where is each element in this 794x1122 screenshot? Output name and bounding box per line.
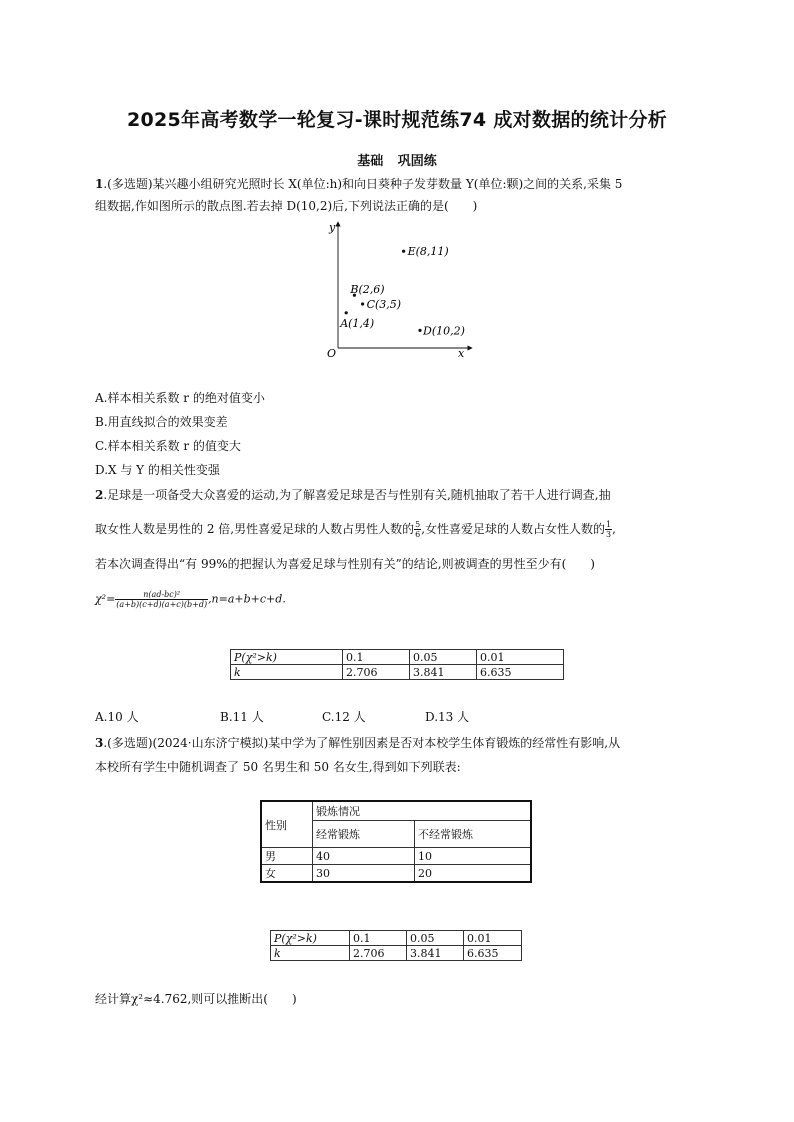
- q3-last-line: 经计算χ²≈4.762,则可以推断出( ): [95, 992, 297, 1006]
- table-col-header: 不经常锻炼: [415, 821, 532, 848]
- origin-label: O: [327, 347, 337, 360]
- table-row: [231, 650, 564, 665]
- table-row-header: 女: [261, 865, 313, 883]
- scatter-point: [402, 250, 405, 253]
- q1-option-a: A.样本相关系数 r 的绝对值变小: [95, 391, 265, 405]
- x-axis-label: x: [458, 347, 465, 360]
- table-cell: 30: [313, 865, 415, 883]
- table-corner-cell: 性别: [261, 801, 313, 848]
- q1-option-b: B.用直线拟合的效果变差: [95, 415, 228, 429]
- table-row: [231, 665, 564, 680]
- scatter-point: [345, 311, 348, 314]
- q2-text2a: 取女性人数是男性的 2 倍,男性喜爱足球的人数占男性人数的: [95, 522, 415, 536]
- table-cell: 3.841: [407, 946, 464, 961]
- q2-text2c: ,: [612, 522, 616, 536]
- table-cell: 3.841: [410, 665, 477, 680]
- table-cell: 0.01: [477, 650, 564, 665]
- q3-line1: [95, 735, 620, 751]
- table-cell: 0.1: [343, 650, 410, 665]
- q2-text1: .足球是一项备受大众喜爱的运动,为了解喜爱足球是否与性别有关,随机抽取了若干人进行调查,抽: [103, 488, 611, 502]
- q2-option-c: C.12 人: [322, 710, 366, 724]
- table-cell: k: [231, 665, 343, 680]
- q2-option-d: D.13 人: [425, 710, 470, 724]
- table-cell: P(χ²>k): [231, 650, 343, 665]
- table-row: [271, 931, 522, 946]
- table-row: [261, 801, 531, 821]
- q1-line1: [95, 176, 622, 192]
- table-cell: 6.635: [477, 665, 564, 680]
- table-cell: 2.706: [350, 946, 407, 961]
- point-label: C(3,5): [366, 298, 402, 311]
- point-label: E(8,11): [407, 245, 449, 259]
- frac2-den: 3: [606, 530, 612, 539]
- scatter-point: [418, 329, 421, 332]
- q2-option-b: B.11 人: [220, 710, 264, 724]
- q1-line2: 组数据,作如图所示的散点图.若去掉 D(10,2)后,下列说法正确的是( ): [95, 199, 478, 213]
- page-title: 2025年高考数学一轮复习-课时规范练74 成对数据的统计分析: [126, 109, 668, 131]
- table-cell: 0.1: [350, 931, 407, 946]
- table-group-header: 锻炼情况: [313, 801, 532, 821]
- frac1-num: 5: [415, 520, 421, 529]
- table-row: [271, 946, 522, 961]
- table-row: [261, 865, 531, 883]
- table-cell: 2.706: [343, 665, 410, 680]
- point-label: A(1,4): [340, 316, 375, 330]
- q3-critical-table: [270, 930, 522, 961]
- q1-option-c: C.样本相关系数 r 的值变大: [95, 439, 241, 453]
- q3-text1: .(多选题)(2024·山东济宁模拟)某中学为了解性别因素是否对本校学生体育锻炼的经常性有影响,从: [103, 736, 621, 750]
- table-cell: 0.05: [407, 931, 464, 946]
- q2-option-a: A.10 人: [95, 710, 139, 724]
- q3-number: 3: [95, 736, 104, 750]
- formula-fraction: [115, 590, 208, 609]
- contingency-table: [260, 800, 532, 883]
- table-cell: 20: [415, 865, 532, 883]
- q2-critical-table: [230, 649, 564, 680]
- q1-option-d: D.X 与 Y 的相关性变强: [95, 463, 220, 477]
- q2-line3: 若本次调查得出“有 99%的把握认为喜爱足球与性别有关”的结论,则被调查的男性至少有( ): [95, 557, 595, 571]
- frac1-den: 6: [415, 530, 421, 539]
- table-cell: P(χ²>k): [271, 931, 350, 946]
- q2-line2: [95, 520, 616, 539]
- q2-text2b: ,女性喜爱足球的人数占女性人数的: [421, 522, 606, 536]
- table-cell: 6.635: [464, 946, 522, 961]
- formula-den: (a+b)(c+d)(a+c)(b+d): [116, 600, 208, 609]
- table-col-header: 经常锻炼: [313, 821, 415, 848]
- table-cell: 10: [415, 848, 532, 865]
- point-label: B(2,6): [350, 283, 385, 297]
- table-cell: 40: [313, 848, 415, 865]
- y-axis-label: y: [329, 221, 336, 234]
- formula-lhs: χ²=: [95, 592, 116, 606]
- q3-line2: 本校所有学生中随机调查了 50 名男生和 50 名女生,得到如下列联表:: [95, 760, 461, 774]
- scatter-point: [361, 302, 364, 305]
- table-cell: 0.01: [464, 931, 522, 946]
- table-row-header: 男: [261, 848, 313, 865]
- table-cell: k: [271, 946, 350, 961]
- frac2-num: 1: [606, 520, 612, 529]
- table-row: [261, 848, 531, 865]
- chi-square-formula: [95, 590, 286, 609]
- point-label: D(10,2): [423, 324, 465, 338]
- formula-rhs: ,n=a+b+c+d.: [208, 592, 286, 606]
- q2-number: 2: [95, 488, 104, 502]
- q2-line1: [95, 487, 611, 503]
- scatter-plot: [320, 218, 480, 360]
- section-subtitle: 基础 巩固练: [357, 154, 437, 169]
- q1-number: 1: [95, 177, 104, 191]
- q1-text1: .(多选题)某兴趣小组研究光照时长 X(单位:h)和向日葵种子发芽数量 Y(单位:颗)之间的关系,采集 5: [103, 177, 623, 191]
- formula-num: n(ad-bc)²: [115, 590, 208, 600]
- table-cell: 0.05: [410, 650, 477, 665]
